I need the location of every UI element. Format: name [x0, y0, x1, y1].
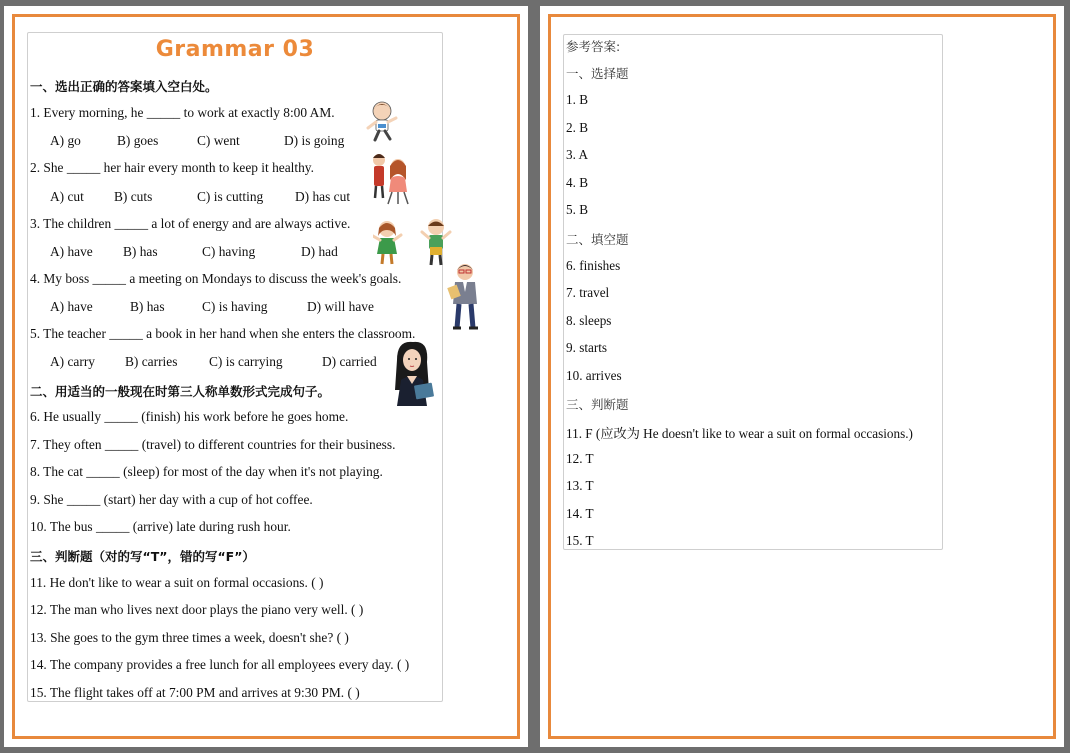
q4-option-d[interactable]: D) will have [307, 299, 374, 314]
answer-9: 9. starts [566, 340, 608, 355]
answer-13: 13. T [566, 478, 594, 493]
answer-14: 14. T [566, 506, 594, 521]
question-6: 6. He usually _____ (finish) his work before he goes home. [30, 409, 349, 424]
q3-option-a[interactable]: A) have [50, 244, 93, 259]
question-15: 15. The flight takes off at 7:00 PM and arrives at 9:30 PM. ( ) [30, 685, 360, 700]
worksheet-page [4, 6, 528, 747]
answer-1: 1. B [566, 92, 588, 107]
question-10: 10. The bus _____ (arrive) late during rush hour. [30, 519, 291, 534]
answers-section1-heading: 一、选择题 [566, 66, 629, 81]
section3-heading: 三、判断题（对的写“T”，错的写“F”） [30, 549, 255, 564]
answer-6: 6. finishes [566, 258, 621, 273]
section1-heading: 一、选出正确的答案填入空白处。 [30, 79, 218, 94]
teacher-woman-illustration [387, 340, 439, 406]
answer-12: 12. T [566, 451, 594, 466]
answer-key-title: 参考答案: [566, 39, 621, 54]
q5-option-a[interactable]: A) carry [50, 354, 95, 369]
question-13: 13. She goes to the gym three times a week, doesn't she? ( ) [30, 630, 349, 645]
q1-option-d[interactable]: D) is going [284, 133, 345, 148]
q2-option-c[interactable]: C) is cutting [197, 189, 264, 204]
answer-key-page [540, 6, 1064, 747]
answers-section3-heading: 三、判断题 [566, 397, 629, 412]
answer-7: 7. travel [566, 285, 610, 300]
question-4: 4. My boss _____ a meeting on Mondays to discuss the week's goals. [30, 271, 402, 286]
q5-option-b[interactable]: B) carries [125, 354, 178, 369]
q3-option-d[interactable]: D) had [301, 244, 338, 259]
question-1: 1. Every morning, he _____ to work at exactly 8:00 AM. [30, 105, 335, 120]
question-11: 11. He don't like to wear a suit on formal occasions. ( ) [30, 575, 324, 590]
question-8: 8. The cat _____ (sleep) for most of the day when it's not playing. [30, 464, 383, 479]
q1-option-a[interactable]: A) go [50, 133, 81, 148]
answer-3: 3. A [566, 147, 588, 162]
answer-5: 5. B [566, 202, 588, 217]
answer-8: 8. sleeps [566, 313, 612, 328]
hairdresser-illustration [368, 150, 414, 206]
cartoon-boy-running-illustration [360, 98, 406, 144]
q3-option-c[interactable]: C) having [202, 244, 256, 259]
worksheet-title: Grammar 03 [155, 37, 315, 62]
answer-4: 4. B [566, 175, 588, 190]
q4-option-c[interactable]: C) is having [202, 299, 268, 314]
question-12: 12. The man who lives next door plays the piano very well. ( ) [30, 602, 364, 617]
q4-option-a[interactable]: A) have [50, 299, 93, 314]
q2-option-a[interactable]: A) cut [50, 189, 84, 204]
question-2: 2. She _____ her hair every month to keep it healthy. [30, 160, 314, 175]
q2-option-d[interactable]: D) has cut [295, 189, 351, 204]
q2-option-b[interactable]: B) cuts [114, 189, 153, 204]
question-9: 9. She _____ (start) her day with a cup of hot coffee. [30, 492, 313, 507]
question-3: 3. The children _____ a lot of energy and are always active. [30, 216, 351, 231]
q5-option-d[interactable]: D) carried [322, 354, 377, 369]
question-14: 14. The company provides a free lunch for all employees every day. ( ) [30, 657, 410, 672]
q3-option-b[interactable]: B) has [123, 244, 158, 259]
answer-key-box [563, 34, 943, 550]
q1-option-c[interactable]: C) went [197, 133, 240, 148]
q5-option-c[interactable]: C) is carrying [209, 354, 283, 369]
answers-section2-heading: 二、填空题 [566, 232, 629, 247]
answer-15: 15. T [566, 533, 594, 548]
answer-2: 2. B [566, 120, 588, 135]
q1-option-b[interactable]: B) goes [117, 133, 159, 148]
question-5: 5. The teacher _____ a book in her hand when she enters the classroom. [30, 326, 416, 341]
q4-option-b[interactable]: B) has [130, 299, 165, 314]
answer-10: 10. arrives [566, 368, 622, 383]
children-playing-illustration [373, 218, 453, 268]
section2-heading: 二、用适当的一般现在时第三人称单数形式完成句子。 [30, 384, 331, 399]
businessman-illustration [445, 260, 485, 332]
question-7: 7. They often _____ (travel) to different countries for their business. [30, 437, 396, 452]
answer-11: 11. F (应改为 He doesn't like to wear a suit on formal occasions.) [566, 426, 913, 441]
